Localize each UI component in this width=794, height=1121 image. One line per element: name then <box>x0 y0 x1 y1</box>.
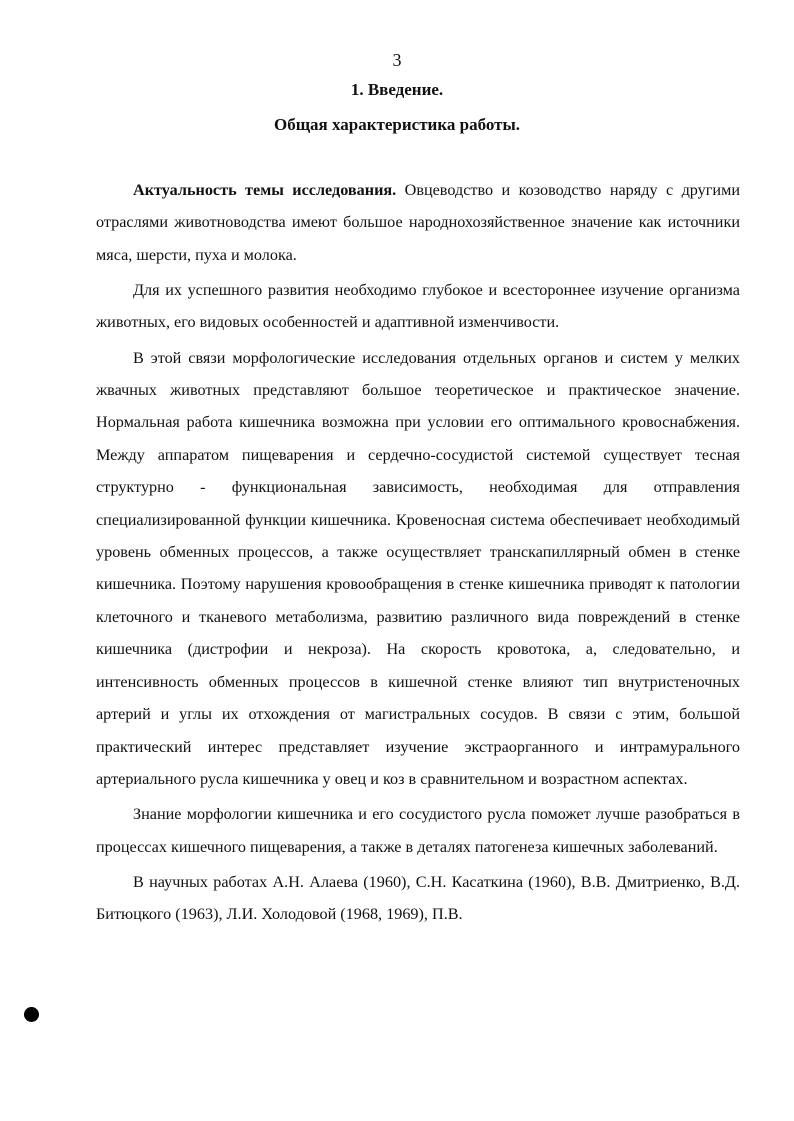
paragraph-text: Овцеводство и козоводство наряду с другими отраслями животноводства имеют большое народнохозяйственное значение как источники мяса, шерсти, пуха и молока. <box>96 181 740 264</box>
paragraph-text: В этой связи морфологические исследования отдельных органов и систем у мелких жвачных животных представляют большое теоретическое и практическое значение. Нормальная работа кишечника возможна при условии его оптимального кровоснабжения. Между аппаратом пищеварения и сердечно-сосудистой системой существует тесная структурно - функциональная зависимость, необходимая для отправления специализированной функции кишечника. Кровеносная система обеспечивает необходимый уровень обменных процессов, а также осуществляет транскапиллярный обмен в стенке кишечника. Поэтому нарушения кровообращения в стенке кишечника приводят к патологии клеточного и тканевого метаболизма, развитию различного вида повреждений в стенке кишечника (дистрофии и некроза). На скорость кровотока, а, следовательно, и интенсивность обменных процессов в кишечной стенке влияют тип внутристеночных артерий и углы их отхождения от магистральных сосудов. В связи с этим, большой практический интерес представляет изучение экстраорганного и интрамурального артериального русла кишечника у овец и коз в сравнительном и возрастном аспектах. <box>96 348 740 788</box>
paragraph <box>96 342 740 796</box>
paragraph-lead: Актуальность темы исследования. <box>133 181 397 199</box>
paragraph <box>96 866 740 931</box>
page-number: 3 <box>392 50 402 70</box>
paragraph <box>96 798 740 863</box>
paragraph-relevance <box>96 174 740 271</box>
body-text <box>96 174 740 933</box>
paragraph <box>96 274 740 339</box>
paragraph-text: В научных работах А.Н. Алаева (1960), С.Н. Касаткина (1960), В.В. Дмитриенко, В.Д. Битюцкого (1963), Л.И. Холодовой (1968, 1969), П.В. <box>96 872 740 924</box>
section-subtitle: Общая характеристика работы. <box>273 115 521 134</box>
paragraph-text: Знание морфологии кишечника и его сосудистого русла поможет лучше разобраться в процессах кишечного пищеварения, а также в деталях патогенеза кишечных заболеваний. <box>96 805 740 856</box>
punch-hole-mark <box>24 1007 39 1022</box>
section-heading: 1. Введение. <box>350 80 444 99</box>
paragraph-text: Для их успешного развития необходимо глубокое и всестороннее изучение организма животных, его видовых особенностей и адаптивной изменчивости. <box>96 281 740 332</box>
